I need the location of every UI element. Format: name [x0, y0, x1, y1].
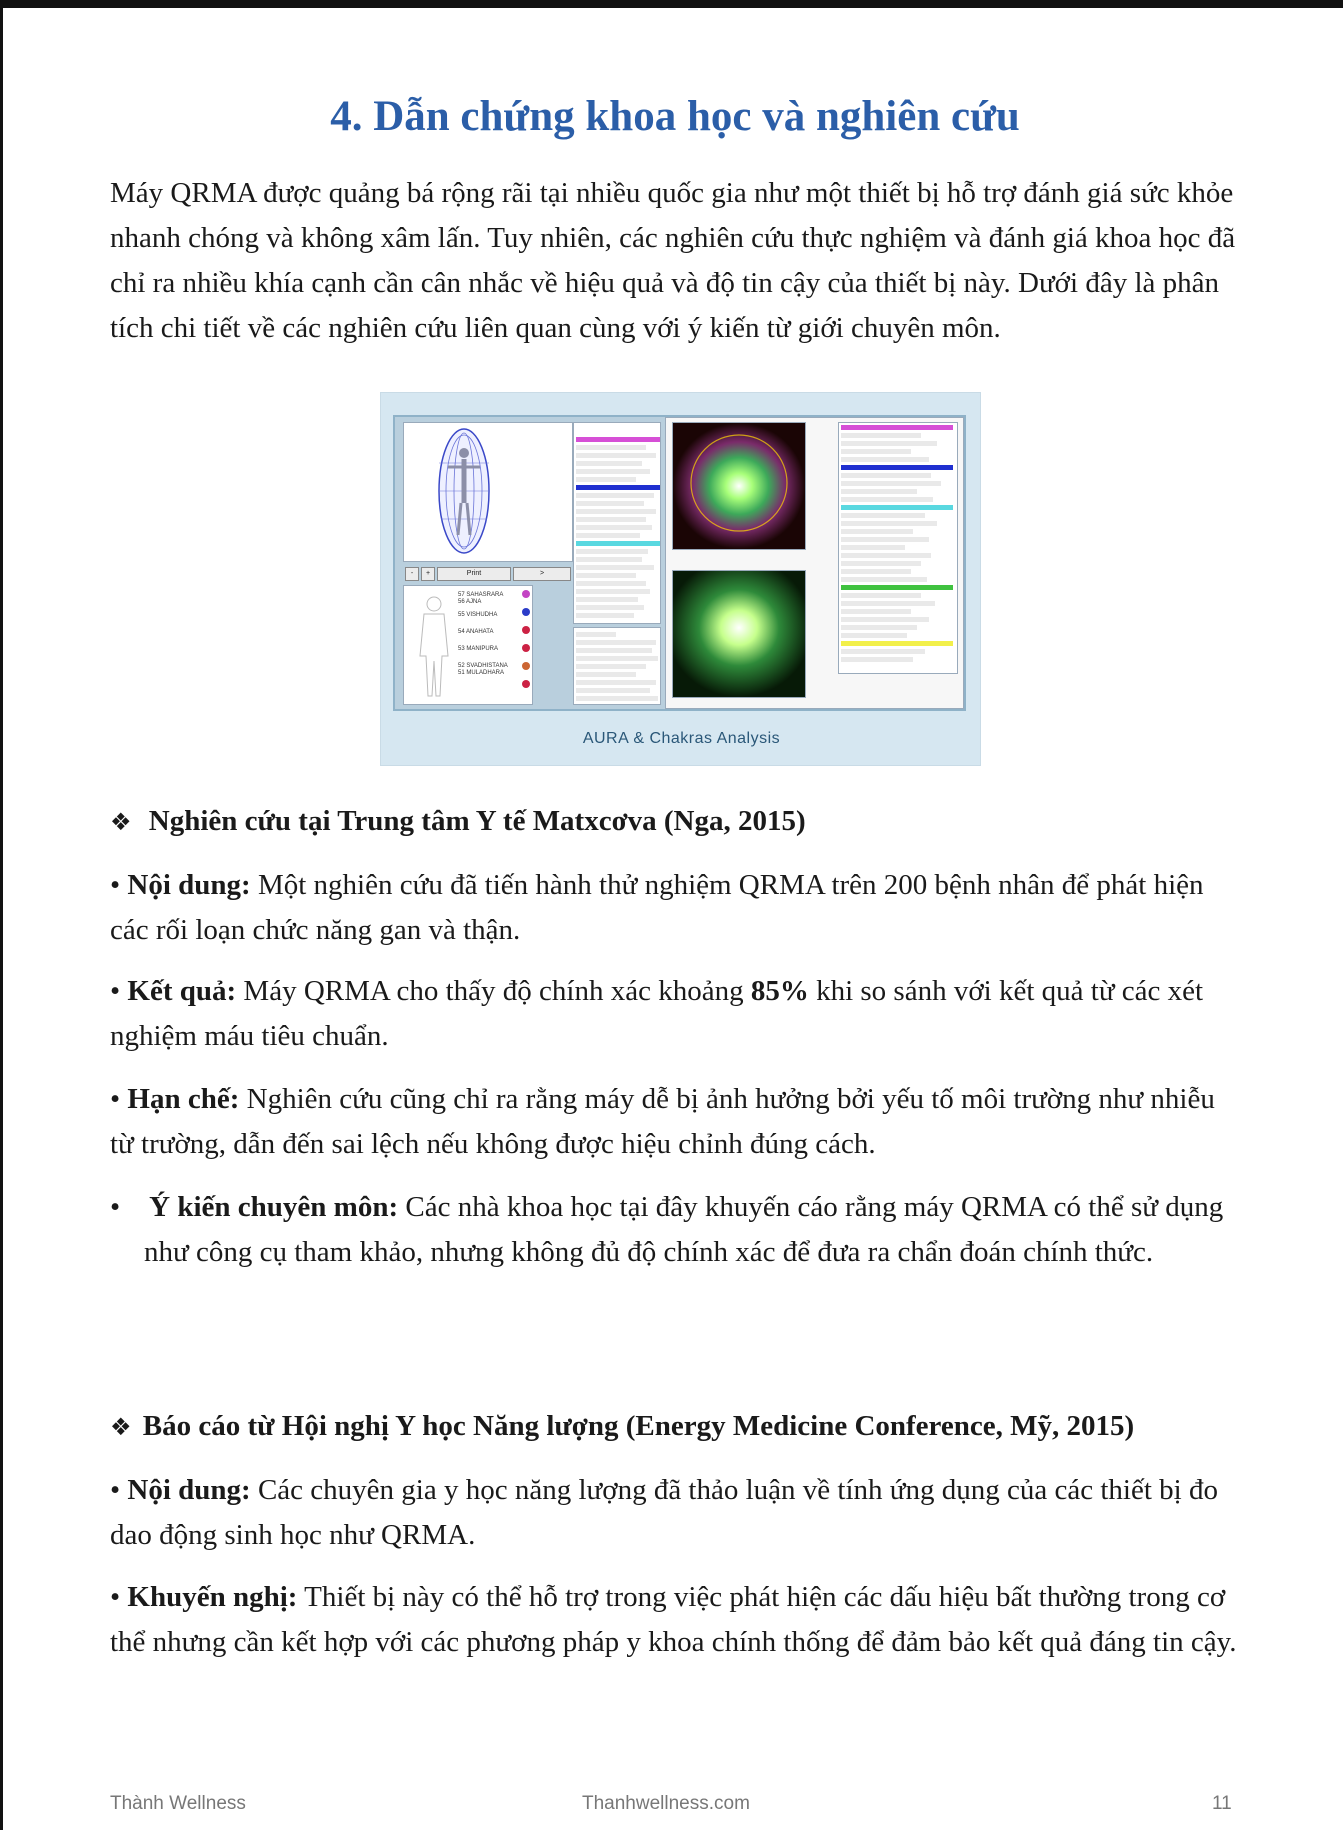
chakra-label: 53 MANIPURA [458, 646, 499, 652]
chakra-body-pane [403, 585, 533, 705]
aura-image-top [672, 422, 806, 550]
software-window [393, 415, 966, 711]
figure-caption: AURA & Chakras Analysis [582, 730, 781, 747]
item-label: Ý kiến chuyên môn: [149, 1191, 399, 1223]
top-border [0, 0, 1343, 8]
section2-item: • Khuyến nghị: Thiết bị này có thể hỗ trợ trong việc phát hiện các dấu hiệu bất thường trong cơ thể nhưng cần kết hợp với các phương pháp y khoa chính thống để đảm bảo kết quả đáng tin cậy. [110, 1581, 1237, 1658]
section1-item: • Ý kiến chuyên môn: Các nhà khoa học tại đây khuyến cáo rằng máy QRMA có thể sử dụng như công cụ tham khảo, nhưng không đủ độ chính xác để đưa ra chẩn đoán chính thức. [110, 1191, 1224, 1268]
chakra-description-pane [573, 627, 661, 705]
section1-item: • Nội dung: Một nghiên cứu đã tiến hành thử nghiệm QRMA trên 200 bệnh nhân để phát hiện các rối loạn chức năng gan và thận. [110, 869, 1204, 946]
chakra-icon [522, 644, 530, 652]
aura-body-pane [403, 422, 573, 562]
item-label: Khuyến nghị: [127, 1581, 298, 1613]
section2-item: • Nội dung: Các chuyên gia y học năng lượng đã thảo luận về tính ứng dụng của các thiết bị đo dao động sinh học như QRMA. [110, 1474, 1218, 1551]
chakra-icon [522, 662, 530, 670]
page-number: 11 [1212, 1793, 1232, 1814]
chakra-label: 56 AJNA [458, 599, 482, 605]
item-text: Máy QRMA cho thấy độ chính xác khoảng [236, 975, 751, 1007]
item-label: Nội dung: [127, 869, 251, 901]
chakra-label: 55 VISHUDHA [458, 612, 498, 618]
chakra-icon [522, 590, 530, 598]
aura-chakras-figure [380, 392, 981, 766]
diamond-bullet-icon: ❖ [110, 808, 132, 836]
analysis-panel [665, 417, 964, 709]
item-label: Nội dung: [127, 1474, 251, 1506]
chakra-icon [522, 680, 530, 688]
section1-heading-text: Nghiên cứu tại Trung tâm Y tế Matxcơva (Nga, 2015) [148, 805, 806, 837]
print-button[interactable]: Print [437, 567, 511, 581]
section-heading [110, 799, 1240, 845]
next-button[interactable]: > [513, 567, 571, 581]
footer-website: Thanhwellness.com [582, 1793, 750, 1814]
item-text: khi so sánh với kết quả từ các xét nghiệm máu tiêu chuẩn. [110, 975, 1204, 1052]
plus-button[interactable]: + [421, 567, 435, 581]
item-label: Hạn chế: [127, 1083, 240, 1115]
section1-item: • Kết quả: Máy QRMA cho thấy độ chính xác khoảng 85% khi so sánh với kết quả từ các xét nghiệm máu tiêu chuẩn. [110, 975, 1204, 1052]
results-list [838, 422, 958, 674]
section-heading [110, 1404, 1240, 1450]
aura-image-bottom [672, 570, 806, 698]
page-title: 4. Dẫn chứng khoa học và nghiên cứu [330, 93, 1020, 140]
diamond-bullet-icon: ❖ [110, 1413, 132, 1441]
item-text: Thiết bị này có thể hỗ trợ trong việc phát hiện các dấu hiệu bất thường trong cơ thể nhưng cần kết hợp với các phương pháp y khoa chính thống để đảm bảo kết quả đáng tin cậy. [110, 1581, 1237, 1658]
section2-heading-text: Báo cáo từ Hội nghị Y học Năng lượng (Energy Medicine Conference, Mỹ, 2015) [142, 1410, 1135, 1442]
chakra-icon [522, 626, 530, 634]
item-text: Các chuyên gia y học năng lượng đã thảo luận về tính ứng dụng của các thiết bị đo dao động sinh học như QRMA. [110, 1474, 1218, 1551]
item-text: Một nghiên cứu đã tiến hành thử nghiệm QRMA trên 200 bệnh nhân để phát hiện các rối loạn chức năng gan và thận. [110, 869, 1204, 946]
footer-brand: Thành Wellness [110, 1793, 246, 1814]
item-text: Các nhà khoa học tại đây khuyến cáo rằng máy QRMA có thể sử dụng như công cụ tham khảo, nhưng không đủ độ chính xác để đưa ra chẩn đoán chính thức. [144, 1191, 1224, 1268]
left-border [0, 0, 3, 1830]
intro-paragraph: Máy QRMA được quảng bá rộng rãi tại nhiều quốc gia như một thiết bị hỗ trợ đánh giá sức khỏe nhanh chóng và không xâm lấn. Tuy nhiên, các nghiên cứu thực nghiệm và đánh giá khoa học đã chỉ ra nhiều khía cạnh cần cân nhắc về hiệu quả và độ tin cậy của thiết bị này. Dưới đây là phân tích chi tiết về các nghiên cứu liên quan cùng với ý kiến từ giới chuyên môn. [110, 177, 1236, 344]
item-text: Nghiên cứu cũng chỉ ra rằng máy dễ bị ảnh hưởng bởi yếu tố môi trường như nhiễu từ trường, dẫn đến sai lệch nếu không được hiệu chỉnh đúng cách. [110, 1083, 1215, 1160]
item-label: Kết quả: [127, 975, 237, 1007]
aura-body-wireframe [404, 423, 572, 561]
chakra-label: 57 SAHASRARA [458, 592, 504, 598]
section1-item: • Hạn chế: Nghiên cứu cũng chỉ ra rằng máy dễ bị ảnh hưởng bởi yếu tố môi trường như nhiễu từ trường, dẫn đến sai lệch nếu không được hiệu chỉnh đúng cách. [110, 1083, 1215, 1160]
minus-button[interactable]: - [405, 567, 419, 581]
item-emphasis: 85% [750, 975, 809, 1007]
chakra-label: 54 ANAHATA [458, 629, 494, 635]
chakra-label: 51 MULADHARA [458, 670, 505, 676]
chakra-icon [522, 608, 530, 616]
chakra-list-pane [573, 422, 661, 624]
chakra-label: 52 SVADHISTANA [458, 663, 508, 669]
